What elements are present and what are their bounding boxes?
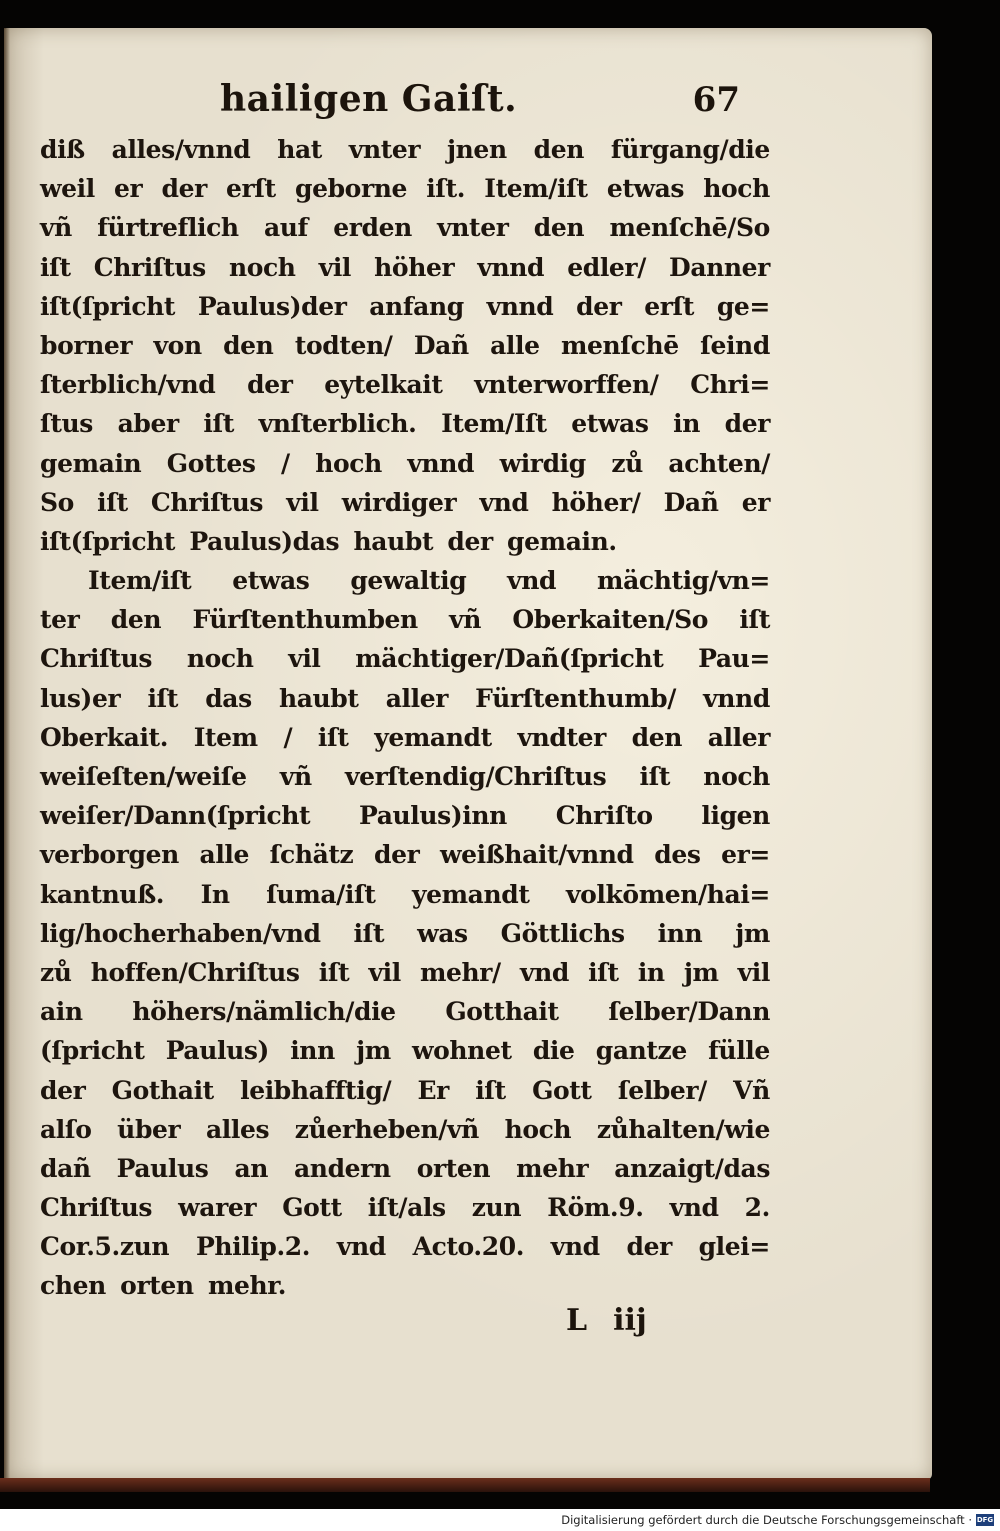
text-word: zůerheben/vñ (294, 1114, 479, 1144)
text-line (40, 208, 770, 247)
text-word: (ſpricht (40, 1036, 145, 1066)
text-word: der (40, 1075, 86, 1105)
text-word: lig/hocherhaben/vnd (40, 918, 321, 948)
text-line (40, 679, 770, 718)
text-word: vnd (479, 487, 529, 517)
text-word: weiſeſten/weiſe (40, 762, 247, 791)
text-word: Röm.9. (547, 1193, 644, 1223)
text-word: den (110, 605, 162, 635)
signature-letter: L (566, 1303, 588, 1338)
text-word: alles (205, 1114, 270, 1144)
text-line (40, 757, 770, 796)
text-word: wirdig (499, 448, 586, 478)
text-word: hoffen/Chriſtus (90, 957, 300, 987)
text-line (40, 875, 770, 914)
text-word: Item/Iſt (441, 409, 547, 439)
text-word: Paulus (116, 1153, 209, 1183)
text-word: Oberkaiten/So (512, 605, 709, 635)
text-word: wohnet (412, 1036, 512, 1066)
text-word: in (637, 957, 665, 987)
text-word: Gotthait (445, 997, 559, 1027)
book-edge (0, 1478, 930, 1492)
text-word: der (373, 840, 420, 870)
text-word: was (417, 918, 468, 948)
text-word: edler/ (567, 252, 646, 282)
text-word: vil (737, 957, 770, 987)
text-word: alle (490, 330, 540, 360)
text-word: Paulus)der (197, 291, 347, 321)
text-word: iſt/als (367, 1193, 446, 1223)
text-line (40, 1149, 770, 1188)
text-word: ge= (716, 291, 770, 321)
dfg-logo: DFG (976, 1516, 994, 1524)
text-word: gemain (40, 448, 142, 478)
text-word: andern (294, 1153, 391, 1183)
text-word: den (223, 330, 274, 360)
text-word: er (114, 174, 143, 204)
text-word: alles/vnnd (111, 135, 251, 164)
text-word: borner (40, 330, 133, 360)
text-word: vnd (336, 1232, 386, 1262)
text-line (40, 953, 770, 992)
text-word: inn (657, 918, 703, 948)
text-word: Gott (532, 1075, 592, 1105)
text-word: der (161, 174, 207, 204)
text-word: iſt (588, 957, 619, 987)
text-word: geborne (295, 174, 407, 204)
text-word: ligen (701, 801, 770, 831)
text-word: iſt (475, 1075, 506, 1105)
text-word: Pau= (698, 644, 770, 674)
text-word: achten/ (668, 448, 770, 478)
text-line (40, 1071, 770, 1110)
text-word: noch (228, 252, 296, 282)
text-line: chen orten mehr. (40, 1271, 287, 1301)
text-word: jm (735, 918, 770, 948)
text-word: Fürſtenthumb/ (475, 683, 676, 713)
text-word: iſt(ſpricht (40, 291, 176, 321)
text-word: glei= (698, 1232, 770, 1262)
text-word: zů (40, 957, 72, 987)
text-word: Chriſto (555, 801, 653, 831)
text-line (40, 639, 770, 678)
text-word: gewaltig (350, 566, 467, 596)
text-word: mächtig/vn= (597, 566, 770, 596)
text-line (40, 365, 770, 404)
text-word: etwas (571, 409, 649, 439)
text-word: an (234, 1153, 269, 1183)
text-word: haubt (278, 683, 359, 713)
text-word: er (741, 487, 770, 517)
text-word: etwas (232, 566, 310, 596)
text-line (40, 1110, 770, 1149)
text-word: iſt (40, 252, 71, 282)
page-number: 67 (692, 80, 740, 120)
text-word: anfang (369, 291, 464, 321)
text-word: Chriſtus (93, 252, 206, 282)
text-line (40, 796, 770, 835)
text-word: die (532, 1036, 575, 1066)
digitization-footer (0, 1509, 1000, 1531)
text-word: vil (368, 957, 401, 987)
text-word: Chriſtus (40, 1193, 153, 1223)
text-word: mehr/ (419, 957, 501, 987)
text-line (40, 992, 770, 1031)
text-word: fülle (708, 1036, 770, 1066)
text-word: eytelkait (324, 370, 443, 400)
text-word: jnen (447, 135, 507, 164)
text-word: Paulus)inn (358, 801, 507, 831)
text-line (40, 404, 770, 443)
text-line (40, 130, 770, 169)
text-line (40, 1227, 770, 1266)
running-head-title: hailigen Gaiſt. (220, 78, 518, 120)
text-word: jm (683, 957, 719, 987)
text-word: iſt (739, 605, 770, 635)
text-line (40, 326, 770, 365)
text-word: Item (193, 722, 258, 752)
text-word: Danner (669, 252, 770, 282)
text-word: in (673, 409, 701, 439)
text-word: / (280, 448, 290, 478)
text-word: ſuma/iſt (266, 879, 376, 909)
text-line (40, 248, 770, 287)
text-word: Gottes (166, 448, 256, 478)
text-word: der (576, 291, 622, 321)
text-word: iſt (147, 683, 179, 713)
text-word: der (626, 1232, 672, 1262)
text-word: Chriſtus (150, 487, 264, 517)
text-word: hoch (315, 448, 382, 478)
text-word: über (117, 1114, 181, 1144)
text-word: Chri= (690, 370, 770, 400)
text-word: höher/ (551, 487, 641, 517)
text-word: Oberkait. (40, 722, 169, 752)
text-word: Dañ (663, 487, 719, 517)
text-line (40, 1031, 770, 1070)
text-word: vnſterblich. (258, 409, 417, 439)
text-word: Gott (282, 1193, 342, 1223)
signature-mark (566, 1303, 676, 1347)
text-word: mächtiger/Dañ(ſpricht (355, 644, 664, 674)
text-word: Vñ (733, 1075, 770, 1105)
text-line: iſt(ſpricht Paulus)das haubt der gemain. (40, 526, 617, 556)
text-line (40, 169, 770, 208)
text-word: von (153, 330, 202, 360)
text-word: iſt (353, 918, 385, 948)
text-word: vnd (669, 1193, 719, 1223)
text-word: todten/ (294, 330, 393, 360)
text-word: aller (707, 722, 770, 752)
text-word: weiſer/Dann(ſpricht (40, 801, 311, 831)
text-word: anzaigt/das (614, 1153, 770, 1183)
text-word: hat (277, 135, 322, 164)
text-word: Dañ (413, 330, 469, 360)
text-word: vnter (348, 135, 421, 164)
text-word: vnd (519, 957, 569, 987)
text-word: Item/iſt (484, 174, 588, 204)
text-word: Cor.5.zun (40, 1232, 170, 1262)
text-line (40, 444, 770, 483)
text-word: aller (385, 683, 448, 713)
text-word: noch (703, 762, 770, 791)
text-word: höhers/nämlich/die (132, 997, 396, 1027)
text-word: alſo (40, 1114, 92, 1144)
text-word: kantnuß. (40, 879, 165, 909)
text-word: yemandt (412, 879, 530, 909)
text-word: vil (286, 487, 319, 517)
text-word: ſterblich/vnd (40, 370, 216, 400)
text-word: Acto.20. (412, 1232, 524, 1262)
text-word: erſt (226, 174, 276, 204)
text-word: das (205, 683, 252, 713)
text-word: alle (199, 840, 250, 870)
running-head (220, 78, 740, 126)
text-word: erſt (644, 291, 695, 321)
text-word: zů (611, 448, 643, 478)
text-line (40, 561, 770, 600)
text-word: orten (416, 1153, 491, 1183)
text-word: ain (40, 997, 83, 1027)
text-word: iſt (317, 722, 349, 752)
text-word: der (724, 409, 770, 439)
text-word: vnter (437, 213, 509, 243)
text-word: den (533, 135, 584, 164)
text-word: Paulus) (165, 1036, 269, 1066)
text-word: vnnd (486, 291, 554, 321)
text-word: vnnd (703, 683, 770, 713)
text-word: der (247, 370, 293, 400)
text-word: den (631, 722, 682, 752)
body-text (40, 130, 770, 1306)
text-word: So (40, 487, 74, 517)
text-word: volkōmen/hai= (566, 879, 770, 909)
text-line (40, 1188, 770, 1227)
text-word: iſt. (426, 174, 466, 204)
text-word: menſchē (560, 330, 679, 360)
text-word: gantze (595, 1036, 687, 1066)
text-word: warer (178, 1193, 257, 1223)
text-word: Philip.2. (195, 1232, 311, 1262)
text-line (40, 914, 770, 953)
text-word: vñ (40, 213, 72, 243)
text-word: iſt (639, 762, 671, 791)
text-word: zůhalten/wie (596, 1114, 770, 1144)
text-word: vñ (449, 605, 482, 635)
text-word: lus)er (40, 683, 121, 713)
text-line (40, 600, 770, 639)
footer-credit: Digitalisierung gefördert durch die Deutsche Forschungsgemeinschaft · (561, 1513, 972, 1527)
text-word: ſeind (700, 330, 770, 360)
text-word: fürgang/die (610, 135, 770, 164)
text-word: verſtendig/Chriſtus (345, 762, 607, 791)
text-word: vnnd (407, 448, 475, 478)
text-word: des (654, 840, 701, 870)
text-word: er= (721, 840, 770, 870)
text-word: Chriſtus (40, 644, 153, 674)
text-word: 2. (744, 1193, 770, 1223)
text-word: vnnd (477, 252, 545, 282)
text-word: iſt (203, 409, 234, 439)
text-word: noch (186, 644, 254, 674)
text-word: vndter (517, 722, 606, 752)
text-word: ſtus (40, 409, 93, 439)
text-word: hoch (703, 174, 770, 204)
text-word: vñ (279, 762, 312, 791)
text-word: vil (318, 252, 352, 282)
text-word: menſchē/So (609, 213, 770, 243)
text-word: ſelber/Dann (608, 997, 770, 1027)
text-word: / (283, 722, 293, 752)
page-spine-shadow (4, 28, 10, 1480)
text-word: Er (417, 1075, 449, 1105)
text-word: aber (117, 409, 179, 439)
text-word: mehr (516, 1153, 589, 1183)
text-word: iſt (318, 957, 350, 987)
text-word: inn (290, 1036, 335, 1066)
text-word: verborgen (40, 840, 179, 870)
text-line (40, 835, 770, 874)
text-word: ſelber/ (617, 1075, 707, 1105)
text-word: den (533, 213, 585, 243)
text-word: hoch (504, 1114, 572, 1144)
text-word: fürtreflich (97, 213, 239, 243)
text-word: jm (356, 1036, 391, 1066)
signature-number: iij (613, 1303, 647, 1338)
text-word: auf (263, 213, 308, 243)
text-line (40, 718, 770, 757)
text-word: In (200, 879, 230, 909)
text-word: leibhafftig/ (240, 1075, 392, 1105)
text-word: vnterworffen/ (474, 370, 659, 400)
text-word: Gothait (111, 1075, 214, 1105)
text-word: ſchätz (269, 840, 354, 870)
text-word: diß (40, 135, 85, 164)
text-word: Göttlichs (500, 918, 625, 948)
text-word: ter (40, 605, 80, 635)
text-line (40, 483, 770, 522)
text-line (40, 287, 770, 326)
text-word: weißhait/vnnd (439, 840, 634, 870)
text-word: vnd (507, 566, 557, 596)
text-word: Item/iſt (88, 566, 192, 596)
text-word: dañ (40, 1153, 91, 1183)
text-word: vnd (550, 1232, 600, 1262)
text-word: yemandt (374, 722, 492, 752)
text-word: Fürſtenthumben (192, 605, 418, 635)
text-word: wirdiger (341, 487, 457, 517)
text-word: zun (471, 1193, 522, 1223)
text-word: höher (374, 252, 455, 282)
text-word: weil (40, 174, 95, 204)
text-word: iſt (97, 487, 128, 517)
text-word: vil (288, 644, 321, 674)
text-word: etwas (606, 174, 685, 204)
text-word: erden (333, 213, 412, 243)
